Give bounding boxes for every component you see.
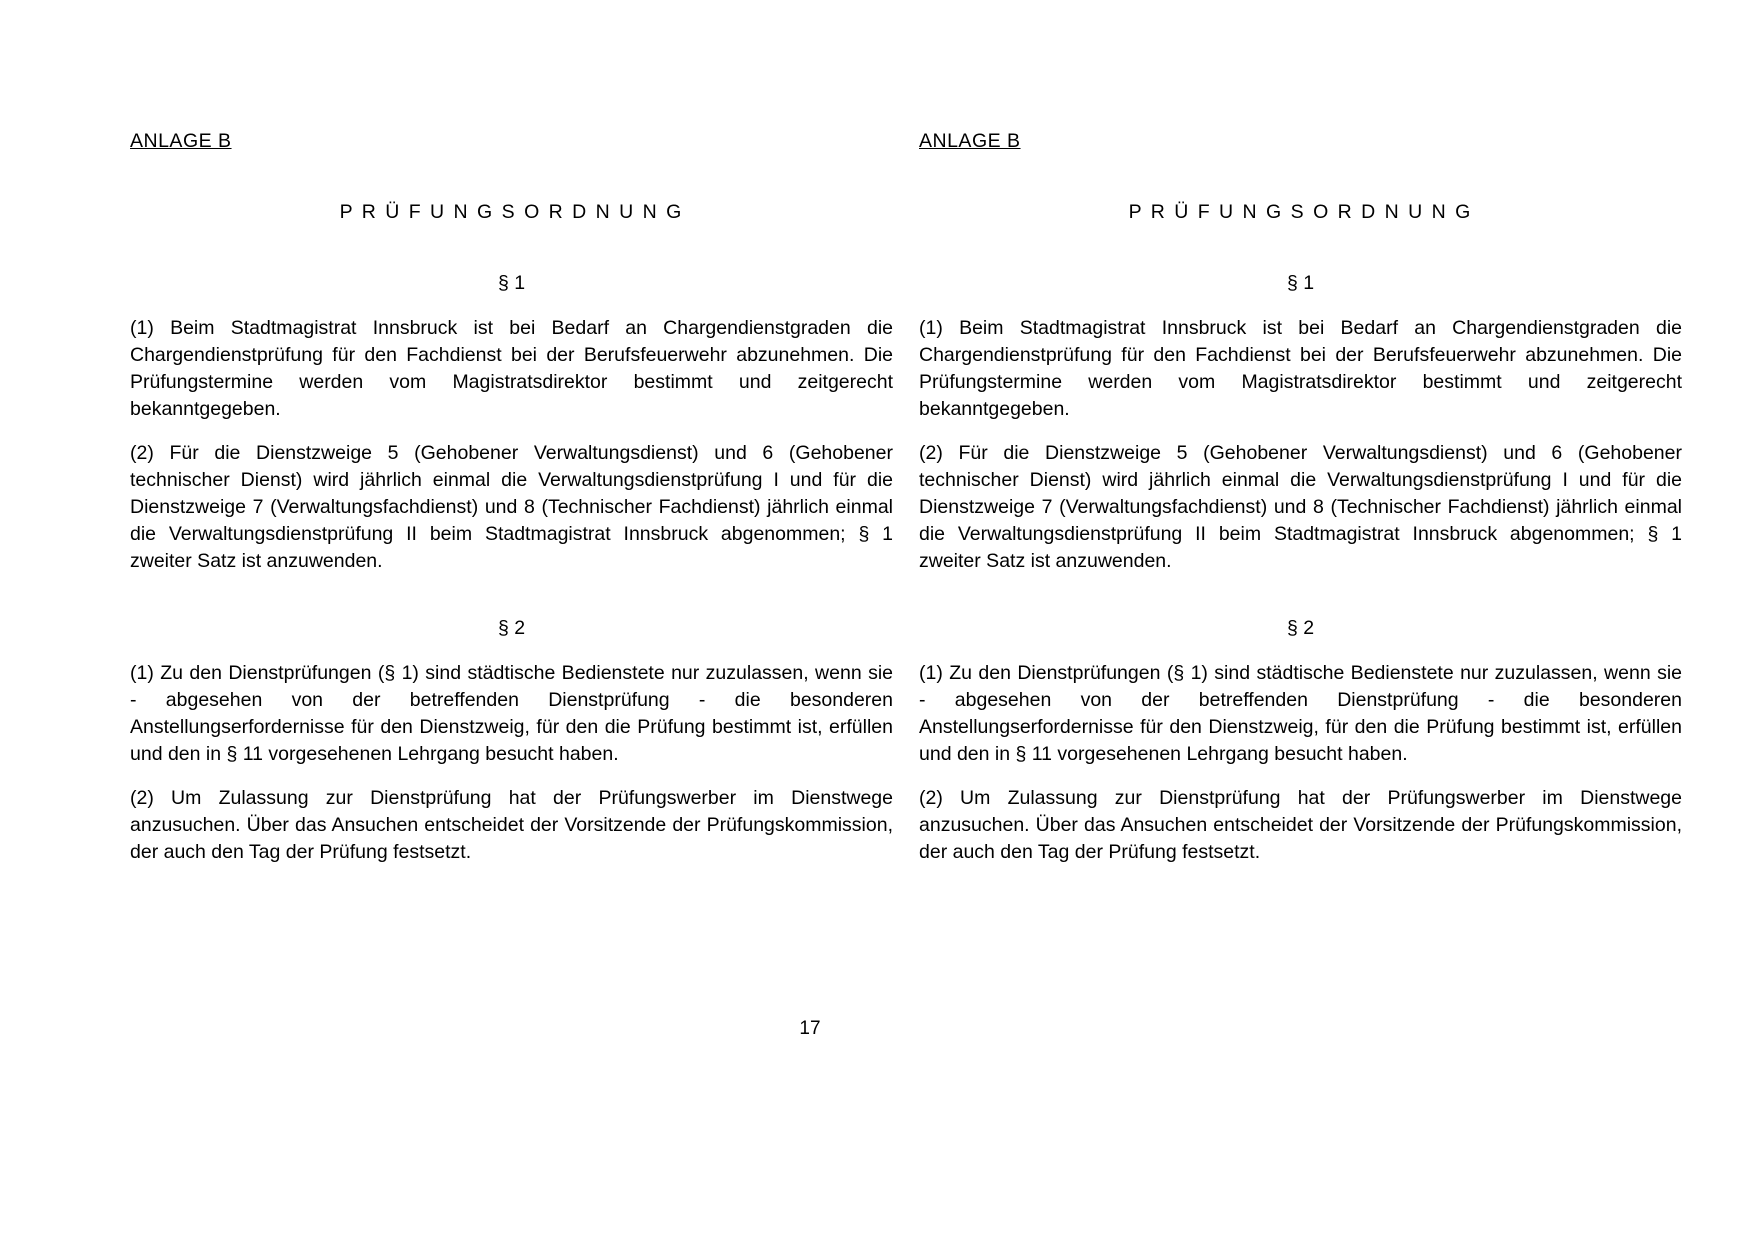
section-2-label: § 2: [497, 617, 526, 639]
section-2-paragraph-1: (1) Zu den Dienstprüfungen (§ 1) sind städtische Bedienstete nur zuzulassen, wenn sie - abgesehen von der betreffenden Dienstprüfung - die besonderen Anstellungserfordernisse für den Dienstzweig, für den die Prüfung bestimmt ist, erfüllen und den in § 11 vorgesehenen Lehrgang besucht haben.: [130, 662, 893, 765]
section-2-paragraph-2: (2) Um Zulassung zur Dienstprüfung hat der Prüfungswerber im Dienstwege anzusuchen. Über das Ansuchen entscheidet der Vorsitzende der Prüfungskommission, der auch den Tag der Prüfung festsetzt.: [130, 787, 893, 863]
section-1-paragraph-1: (1) Beim Stadtmagistrat Innsbruck ist bei Bedarf an Chargendienstgraden die Chargendienstprüfung für den Fachdienst bei der Berufsfeuerwehr abzunehmen. Die Prüfungstermine werden vom Magistratsdirektor bestimmt und zeitgerecht bekanntgegeben.: [919, 317, 1682, 420]
section-1-paragraph-2: (2) Für die Dienstzweige 5 (Gehobener Verwaltungsdienst) und 6 (Gehobener technischer Dienst) wird jährlich einmal die Verwaltungsdienstprüfung I und für die Dienstzweige 7 (Verwaltungsfachdienst) und 8 (Technischer Fachdienst) jährlich einmal die Verwaltungsdienstprüfung II beim Stadtmagistrat Innsbruck abgenommen; § 1 zweiter Satz ist anzuwenden.: [919, 442, 1682, 572]
section-2-paragraph-2: (2) Um Zulassung zur Dienstprüfung hat der Prüfungswerber im Dienstwege anzusuchen. Über das Ansuchen entscheidet der Vorsitzende der Prüfungskommission, der auch den Tag der Prüfung festsetzt.: [919, 787, 1682, 863]
anlage-heading: ANLAGE B: [130, 130, 232, 152]
section-1-label: § 1: [1286, 272, 1315, 294]
page-number: 17: [799, 1018, 821, 1039]
section-2-label: § 2: [1286, 617, 1315, 639]
two-up-columns: [130, 128, 1682, 883]
section-1-label: § 1: [497, 272, 526, 294]
section-1-paragraph-1: (1) Beim Stadtmagistrat Innsbruck ist bei Bedarf an Chargendienstgraden die Chargendienstprüfung für den Fachdienst bei der Berufsfeuerwehr abzunehmen. Die Prüfungstermine werden vom Magistratsdirektor bestimmt und zeitgerecht bekanntgegeben.: [130, 317, 893, 420]
document-column-right: [919, 128, 1682, 883]
document-column-left: [130, 128, 893, 883]
section-1-paragraph-2: (2) Für die Dienstzweige 5 (Gehobener Verwaltungsdienst) und 6 (Gehobener technischer Dienst) wird jährlich einmal die Verwaltungsdienstprüfung I und für die Dienstzweige 7 (Verwaltungsfachdienst) und 8 (Technischer Fachdienst) jährlich einmal die Verwaltungsdienstprüfung II beim Stadtmagistrat Innsbruck abgenommen; § 1 zweiter Satz ist anzuwenden.: [130, 442, 893, 572]
document-title: P R Ü F U N G S O R D N U N G: [1128, 201, 1473, 223]
anlage-heading: ANLAGE B: [919, 130, 1021, 152]
document-title: P R Ü F U N G S O R D N U N G: [339, 201, 684, 223]
section-2-paragraph-1: (1) Zu den Dienstprüfungen (§ 1) sind städtische Bedienstete nur zuzulassen, wenn sie - abgesehen von der betreffenden Dienstprüfung - die besonderen Anstellungserfordernisse für den Dienstzweig, für den die Prüfung bestimmt ist, erfüllen und den in § 11 vorgesehenen Lehrgang besucht haben.: [919, 662, 1682, 765]
